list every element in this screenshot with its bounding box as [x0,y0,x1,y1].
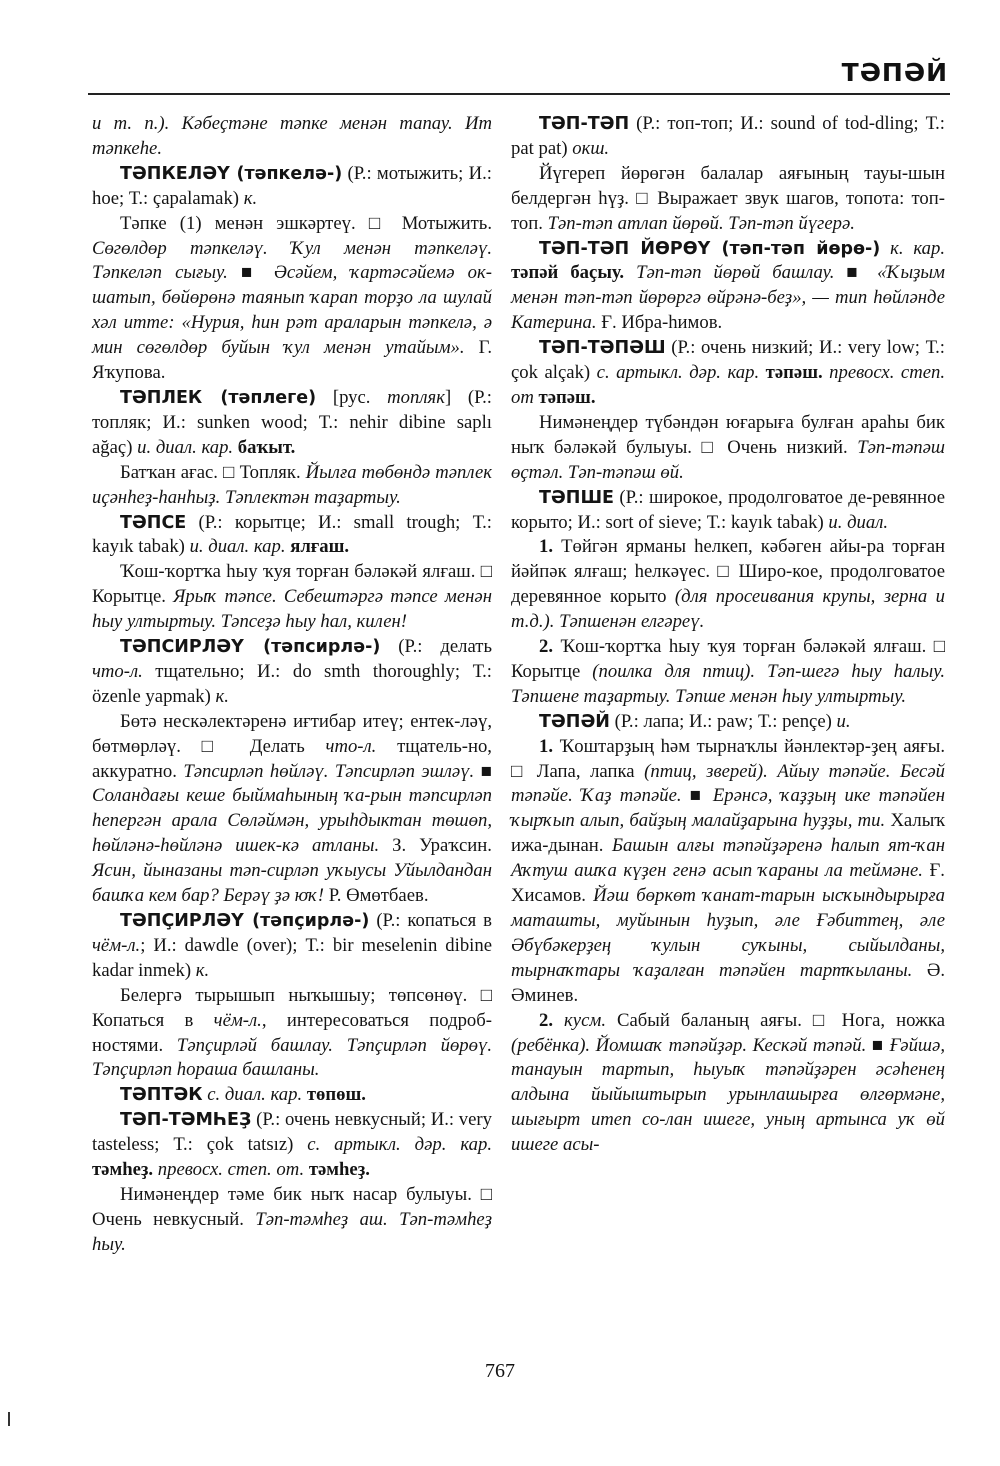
headword: ТӘПШЕ [539,487,615,508]
text-run: 1. [539,735,554,757]
text-run: ; И.: dawdle (over); Т.: bir meselenin dibine kadar inmek) [92,934,492,981]
headword: ТӘПЛЕК (тәплеге) [120,387,317,408]
dictionary-paragraph [511,336,945,411]
dictionary-paragraph [511,735,945,1009]
dictionary-paragraph [92,162,492,212]
text-run: ■ [240,262,274,284]
text-run: Р. Өмөтбаев. [324,885,429,907]
text-run: Тәпҫирләй башлау. Тәпҫирләп йөрөү. Тәпҫирләп һораша башланы. [92,1034,492,1081]
dictionary-paragraph [511,237,945,337]
text-run: (ребёнка). Йомшаҡ тәпәйҙәр. Кескәй тәпәй. [511,1034,872,1056]
headword: ТӘП-ТӘП ЙӨРӨҮ (тәп-тәп йөрө-) [539,238,881,259]
text-run: и. диал. [828,511,889,533]
text-run: төпөш. [302,1084,366,1106]
text-run: Ҡош-ҡортҡа һыу ҡуя торған бәләкәй ялғаш. □ Корытце. [92,561,492,608]
text-run: ■ [871,1034,890,1056]
text-run: (Р.: широкое, продолговатое де-ревянное корыто; И.: sort of sieve; Т.: kayık tabak) [511,486,945,533]
text-run: ялғаш. [285,536,350,558]
text-run: окш. [572,137,610,159]
text-run: Соландағы кеше быймаһының ҡа-рын тәпсирләп һепергән арала Сөләймән, урыһдыктан төшөп, һөйләнә-һөйләнә ишек-кә атланы. [92,785,492,857]
text-run: (Р.: корытце; И.: small trough; Т.: kayık tabak) [92,511,492,558]
header-rule [88,93,950,95]
text-run: (птиц, зверей). Айыу тәпәйе. Бесәй тәпәйе. Ҡаҙ тәпәйе. [511,760,945,807]
text-run: ■ [846,262,878,284]
text-run: Батҡан ағас. □ Топляк. [120,461,306,483]
text-run: и. диал. кар. [137,436,234,458]
text-run: Бөтә нескәлектәренә иғтибар итеү; ентек-ләү, бөтмөрләү. □ Делать [92,710,492,757]
headword: ТӘПҪИРЛӘҮ (тәпҫирлә-) [120,911,370,931]
text-run: тәмһеҙ. [304,1159,370,1181]
dictionary-paragraph [511,1009,945,1158]
text-run: Тәпсирләп һөйләү. Тәпсирләп эшләү. [183,760,481,782]
scan-mark [8,1412,10,1426]
dictionary-paragraph [92,461,492,511]
text-run: (Р.: лапа; И.: paw; Т.: pençe) [609,710,837,732]
dictionary-paragraph [92,909,492,984]
text-run: Тәп-тәпәш өҫтәл. Тәп-тәпәш өй. [511,436,945,483]
text-run: Белергә тырышып ныҡышыу; төпсөнөү. □ Копаться в [92,984,492,1031]
text-run: с. артыкл. дәр. кар. [596,362,760,384]
dictionary-paragraph [511,162,945,237]
text-run: Ерәнсә, ҡаҙҙың ике тәпәйен ҡырҡып алып, байҙың малайҙарына һуҙҙы, ти. [511,785,945,832]
dictionary-paragraph [92,511,492,561]
dictionary-paragraph [92,1108,492,1183]
text-run: Ҡош-ҡортҡа һыу ҡуя торған бәләкәй ялғаш. □ Корытце [511,636,945,682]
text-run: (для просеивания крупы, зерна и т.д.). Тәпшенән елгәреү. [511,586,945,633]
text-run: «Ҡыҙым менән тәп-тәп йөрөргә өйрәнә-беҙ», — тип һөйләнде Катерина. [511,262,945,334]
text-run: (Р.: очень низкий; И.: very low; Т.: çok alçak) [511,337,945,384]
text-run: чём-л. [213,1009,262,1031]
text-run: тщатель-но, аккуратно. [92,735,492,782]
text-run: Ҡоштарҙың һәм тырнаҡлы йәнлектәр-ҙең аяғы. □ Лапа, лапка [511,735,945,782]
text-run: Тәп-тәп йөрөй башлау. [624,262,847,284]
text-run: и. диал. кар. [189,536,286,558]
dictionary-paragraph [92,212,492,386]
text-run: (Р.: топ-топ; И.: sound of tod-dling; Т.: pat pat) [511,113,945,159]
dictionary-paragraph [511,535,945,635]
text-run: Йәш бөркөт ҡанат-тарын ысҡындырырға маташты, муйынын һуҙып, әле Ғәбиттең, әле Әбүбәкерҙең ҡулын суҡыны, сыйылданы, тырнаҡтары ҡаҙалған тәпәйен тартҡыланы. [511,885,945,981]
dictionary-paragraph [92,1183,492,1258]
text-run: превосх. степ. от [511,362,946,408]
text-run: 1. [539,536,554,558]
text-run: Ғәйшә, танауын тартып, һыуыҡ тәпәйҙәрен әсәһенең алдына йыйыштырып урынлашырға өлгөрмәне, шығырт итеп со-лан ишеге, уның артынса уҡ өй ишеге асы- [511,1034,945,1156]
text-run: , интересоваться подроб-ностями. [92,1009,493,1056]
text-run: (Р.: делать [380,636,492,658]
text-run: Нимәнеңдер тәме бик ныҡ насар булыуы. □ Очень невкусный. [92,1183,492,1230]
text-run: тәпәй баҫыу. [511,262,625,284]
dictionary-paragraph [92,560,492,635]
headword: ТӘПСЕ [120,512,187,533]
text-run: Сөгөлдөр тәпкеләү. Ҡул менән тәпкеләү. Тәпкеләп сығыу. [92,237,492,284]
headword: ТӘП-ТӘП [539,114,630,134]
text-run: Ғ. Хисамов. [511,860,945,907]
text-run: Халыҡ ижа-дынан. [511,810,945,857]
text-run: что-л. [325,735,377,757]
text-run: и т. п.). Кәбеҫтәне тәпке менән тапау. Ит тәпкеһе. [92,113,492,159]
text-run: З. Ураҡсин. [379,835,492,857]
dictionary-paragraph [92,386,492,461]
text-run: Ярыҡ тәпсе. Себештәргә тәпсе менән һыу ултыртыу. Тәпсеҙә һыу һал, килен! [92,586,492,633]
headword: ТӘПТӘК [120,1085,203,1106]
headword: ТӘП-ТӘМҺЕҘ [120,1110,252,1131]
text-run: к. [243,187,258,209]
text-run: (поилка для птиц). Тәп-шегә һыу һалыу. Тәпшене таҙартыу. Тәпше менән һыу ултыртыу. [511,660,945,707]
text-run: превосх. степ. от. [153,1159,305,1181]
text-run: к. [195,959,210,981]
text-run: тәмһеҙ. [92,1159,154,1181]
text-run: ] (Р.: топляк; И.: sunken wood; Т.: nehir dibine saplı ağaç) [92,386,492,458]
text-run: (Р.: мотыжить; И.: hoe; Т.: çapalamak) [92,162,492,209]
dictionary-paragraph [511,710,945,735]
headword: ТӘПСИРЛӘҮ (тәпсирлә-) [120,637,381,658]
dictionary-paragraph [511,486,945,536]
dictionary-paragraph [92,635,492,710]
text-run: Төйгән ярманы һелкеп, кәбәген айы-ра торған йәйпәк ялғаш; һелкәүес. □ Широ-кое, продолговатое деревянное корыто [511,536,945,608]
text-run: Ә. Әминев. [511,959,945,1006]
dictionary-paragraph [92,710,492,909]
text-run: ■ [689,785,713,807]
text-run: Тәпке (1) менән эшкәртеү. □ Мотыжить. [120,212,492,234]
right-column [511,112,945,1158]
text-run: Ғ. Ибра-һимов. [596,312,723,334]
text-run: Г. Яҡупова. [92,337,492,384]
text-run: Йүгереп йөрөгән балалар аяғының тауы-шын белдергән һүҙ. □ Выражает звук шагов, топота: топ-топ. [511,162,945,234]
text-run: (Р.: копаться в [369,910,492,931]
text-run: и. [836,710,851,732]
text-run: тщательно; И.: do smth thoroughly; Т.: özenle yapmak) [92,660,492,707]
text-run: ■ [480,760,492,782]
text-run: Тәп-тәп атлап йөрөй. Тәп-тәп йүгерә. [547,212,855,234]
text-run: Башын алғы тәпәйҙәренә һалып ят-ҡан Аҡтуш ашҡа күҙен генә асып ҡараны ла теймәне. [511,835,945,882]
text-run: баҡыт. [233,436,296,458]
text-run: 2. [539,636,554,658]
running-head: ТӘПӘЙ [841,58,948,87]
text-run: топляк [387,386,445,408]
dictionary-paragraph [92,1083,492,1108]
text-run: к. [215,685,229,707]
dictionary-paragraph [92,112,492,162]
text-run: (Р.: очень невкусный; И.: very tasteless; Т.: çok tatsız) [92,1109,492,1156]
dictionary-paragraph [92,984,492,1084]
text-run: тәпәш. [533,386,596,408]
text-run: Сабый баланың аяғы. □ Нога, ножка [606,1009,946,1031]
text-run: что-л. [92,660,143,682]
text-run: Тәп-тәмһеҙ аш. Тәп-тәмһеҙ һыу. [92,1208,492,1255]
text-run: с. диал. кар. [202,1084,303,1106]
text-run: [рус. [316,386,388,408]
left-column [92,112,492,1258]
page-number: 767 [485,1360,515,1382]
text-run: кусм. [553,1009,606,1031]
text-run: 2. [539,1009,554,1031]
headword: ТӘПКЕЛӘҮ (тәпкелә-) [120,163,343,184]
text-run: к. кар. [880,237,945,259]
text-run: тәпәш. [759,362,823,384]
text-run: Нимәнеңдер түбәндән юғарыға булған араһы бик ныҡ бәләкәй булыуы. □ Очень низкий. [511,411,945,458]
text-run: чём-л. [92,934,141,956]
text-run: с. артыкл. дәр. кар. [307,1134,492,1156]
text-run: Әсәйем, ҡартәсәйемә ок-шатып, бөйөрөнә таянып ҡарап торҙо ла шулай хәл итте: «Нурия, һин рәт араларын тәпкелә, ә мин сөгөлдөр буйын ҡул менән утайым». [92,262,492,359]
text-run: Ясин, йыназаны тәп-сирләп уҡыусы Уйылдандан башҡа кем бар? Берәү ҙә юҡ! [92,860,492,907]
headword: ТӘПӘЙ [539,711,610,732]
headword: ТӘП-ТӘПӘШ [539,338,666,359]
text-run: Йылға төбөндә тәплек иҫәнһеҙ-һанһыҙ. Тәплектән таҙартыу. [92,461,493,508]
dictionary-paragraph [511,635,945,710]
dictionary-paragraph [511,411,945,486]
dictionary-paragraph [511,112,945,162]
